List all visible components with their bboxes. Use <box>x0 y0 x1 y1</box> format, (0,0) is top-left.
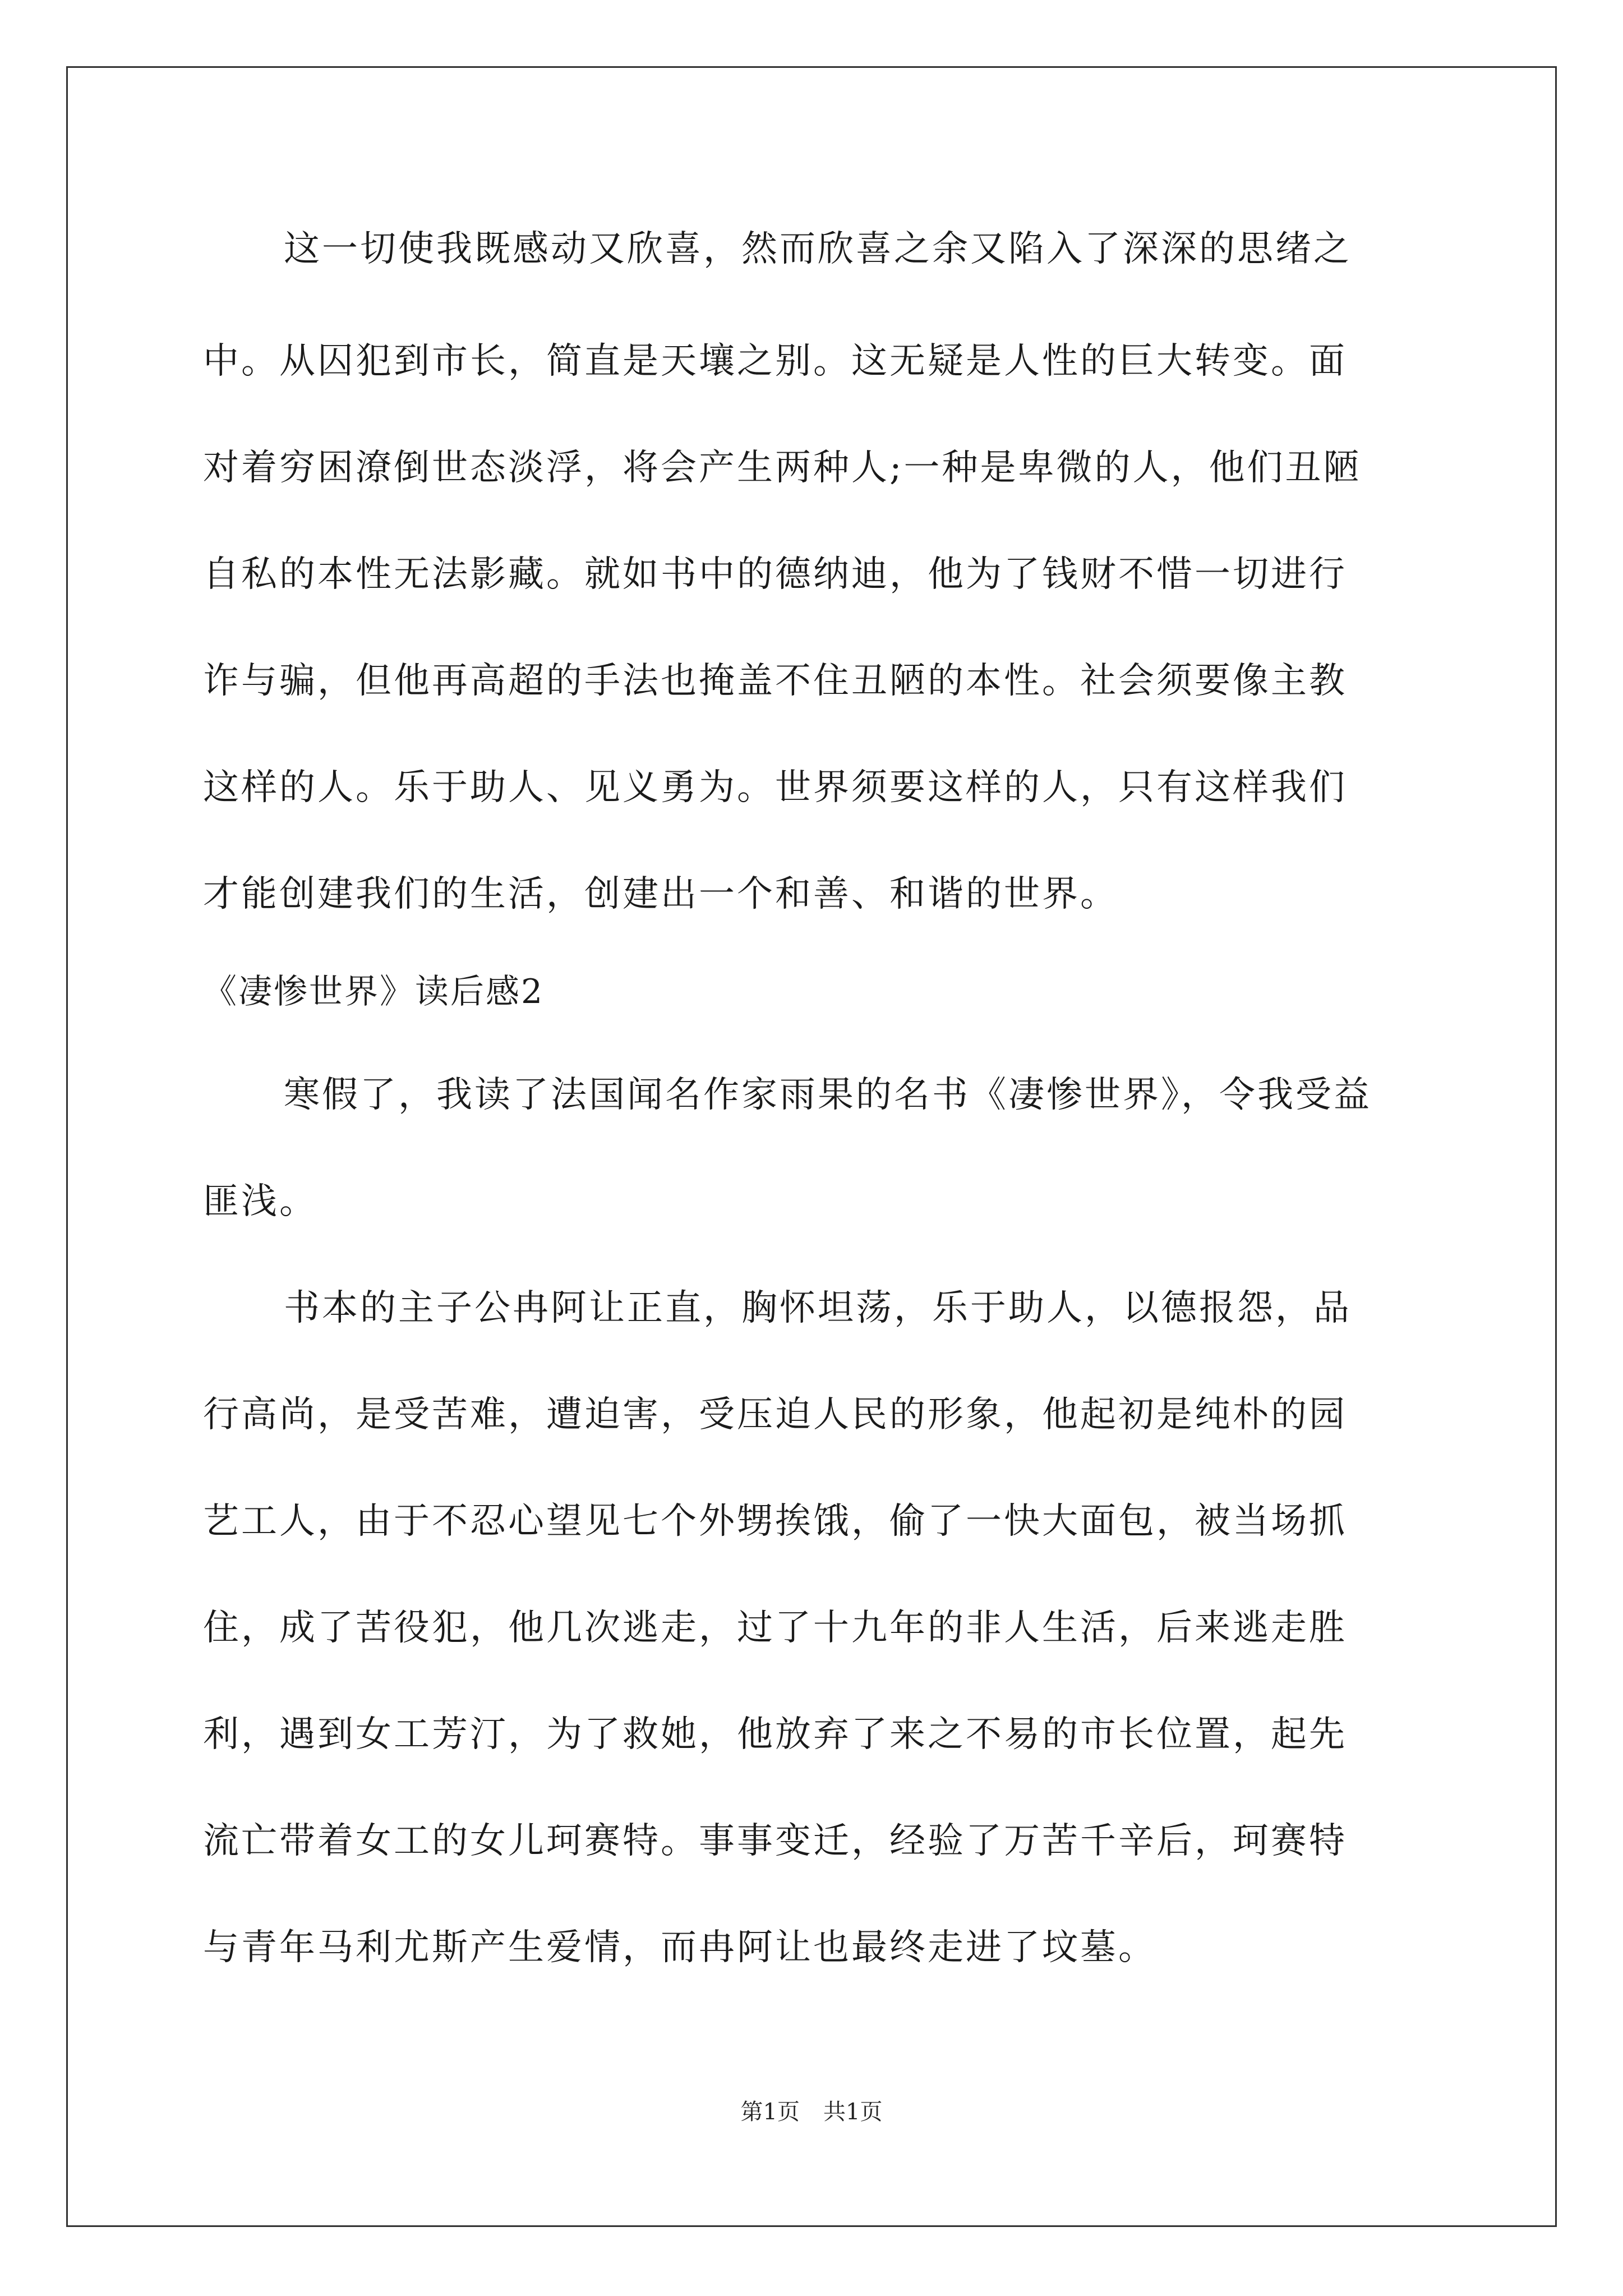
paragraph-line: 中。从囚犯到市长，简直是天壤之别。这无疑是人性的巨大转变。面 <box>203 341 1347 382</box>
paragraph-line: 寒假了，我读了法国闻名作家雨果的名书《凄惨世界》，令我受益 <box>284 1074 1372 1116</box>
paragraph-line: 对着穷困潦倒世态淡浮，将会产生两种人;一种是卑微的人，他们丑陋 <box>203 447 1362 489</box>
page-total: 共1页 <box>823 2099 883 2125</box>
paragraph-line: 诈与骗，但他再高超的手法也掩盖不住丑陋的本性。社会须要像主教 <box>203 660 1347 702</box>
paragraph-line: 这样的人。乐于助人、见义勇为。世界须要这样的人，只有这样我们 <box>203 767 1347 808</box>
page-footer <box>0 2098 1623 2126</box>
page-border <box>66 66 1557 2227</box>
paragraph-line: 自私的本性无法影藏。就如书中的德纳迪，他为了钱财不惜一切进行 <box>203 554 1347 595</box>
paragraph-line: 这一切使我既感动又欣喜，然而欣喜之余又陷入了深深的思绪之 <box>284 228 1352 270</box>
paragraph-line: 流亡带着女工的女儿珂赛特。事事变迁，经验了万苦千辛后，珂赛特 <box>203 1820 1347 1862</box>
paragraph-line: 书本的主子公冉阿让正直，胸怀坦荡，乐于助人，以德报怨，品 <box>284 1287 1352 1329</box>
paragraph-line: 住，成了苦役犯，他几次逃走，过了十九年的非人生活，后来逃走胜 <box>203 1607 1347 1649</box>
section-heading: 《凄惨世界》读后感2 <box>203 972 545 1011</box>
paragraph-line: 艺工人，由于不忍心望见七个外甥挨饿，偷了一快大面包，被当场抓 <box>203 1501 1347 1542</box>
paragraph-line: 才能创建我们的生活，创建出一个和善、和谐的世界。 <box>203 873 1118 915</box>
page-number: 第1页 <box>740 2099 800 2125</box>
paragraph-line: 行高尚，是受苦难，遭迫害，受压迫人民的形象，他起初是纯朴的园 <box>203 1394 1347 1435</box>
paragraph-line: 利，遇到女工芳汀，为了救她，他放弃了来之不易的市长位置，起先 <box>203 1714 1347 1755</box>
paragraph-line: 匪浅。 <box>203 1181 317 1222</box>
paragraph-line: 与青年马利尤斯产生爱情，而冉阿让也最终走进了坟墓。 <box>203 1927 1156 1968</box>
